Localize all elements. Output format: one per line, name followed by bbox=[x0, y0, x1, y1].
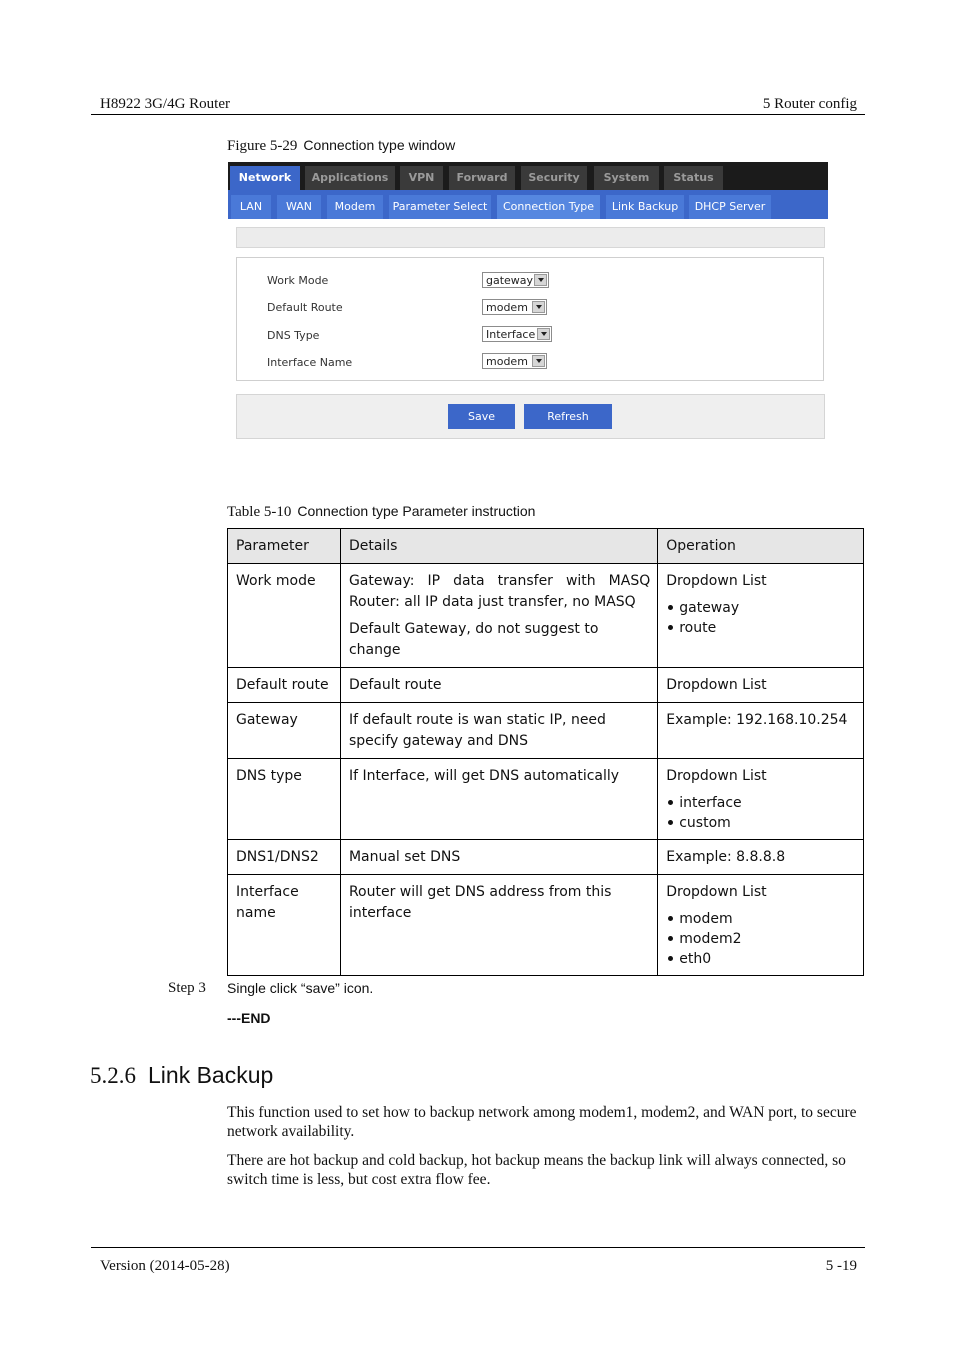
sub-tab-bar bbox=[228, 190, 828, 219]
work-mode-select[interactable] bbox=[482, 272, 549, 288]
footer-version: Version (2014-05-28) bbox=[100, 1258, 230, 1274]
table-label: Table 5-10 bbox=[227, 504, 292, 520]
table-row bbox=[228, 668, 864, 703]
work-mode-value: gateway bbox=[486, 274, 534, 287]
page-number: 5 -19 bbox=[825, 1258, 857, 1274]
default-route-value: modem bbox=[486, 301, 528, 314]
dns-type-label: DNS Type bbox=[267, 329, 320, 342]
operation-cell bbox=[658, 759, 864, 840]
column-header: Parameter bbox=[228, 529, 341, 564]
table-caption bbox=[227, 503, 535, 521]
table-row bbox=[228, 759, 864, 840]
interface-name-label: Interface Name bbox=[267, 356, 353, 369]
dns-type-select[interactable] bbox=[482, 326, 552, 342]
header-doc-title: H8922 3G/4G Router bbox=[100, 96, 230, 112]
operation-text: Dropdown List bbox=[666, 768, 767, 784]
chevron-down-icon bbox=[532, 301, 545, 313]
chevron-down-icon bbox=[537, 328, 550, 340]
parameter-cell: Default route bbox=[228, 668, 341, 703]
tab-network[interactable]: Network bbox=[230, 166, 300, 190]
chevron-down-icon bbox=[534, 274, 547, 286]
details-cell: If default route is wan static IP, need specify gateway and DNS bbox=[340, 703, 657, 759]
dns-type-value: Interface bbox=[486, 328, 536, 341]
table-title: Connection type Parameter instruction bbox=[297, 503, 536, 519]
paragraph: There are hot backup and cold backup, hot backup means the backup link will always connected, so switch time is less, but cost extra flow fee. bbox=[227, 1152, 846, 1188]
option-item: modem bbox=[666, 909, 856, 929]
default-route-label: Default Route bbox=[267, 301, 343, 314]
details-cell bbox=[340, 564, 657, 668]
header-chapter: 5 Router config bbox=[762, 96, 857, 112]
subtab-lan[interactable]: LAN bbox=[231, 195, 271, 219]
operation-cell: Dropdown List bbox=[658, 668, 864, 703]
option-item: eth0 bbox=[666, 949, 856, 969]
main-tab-bar bbox=[228, 162, 828, 190]
operation-cell bbox=[658, 564, 864, 668]
settings-form bbox=[236, 257, 824, 381]
section-number: 5.2.6 bbox=[90, 1063, 136, 1088]
header-strip bbox=[236, 227, 825, 248]
subtab-parameter-select[interactable]: Parameter Select bbox=[389, 195, 491, 219]
subtab-connection-type[interactable]: Connection Type bbox=[497, 195, 600, 219]
tab-forward[interactable]: Forward bbox=[449, 166, 515, 190]
column-header: Operation bbox=[658, 529, 864, 564]
tab-system[interactable]: System bbox=[594, 166, 659, 190]
parameter-cell: DNS type bbox=[228, 759, 341, 840]
table-row bbox=[228, 840, 864, 875]
details-cell: If Interface, will get DNS automatically bbox=[340, 759, 657, 840]
step-text: Single click “save” icon. bbox=[227, 980, 374, 996]
parameter-cell: Gateway bbox=[228, 703, 341, 759]
operation-cell bbox=[658, 875, 864, 976]
figure-caption bbox=[227, 137, 455, 155]
details-cell: Manual set DNS bbox=[340, 840, 657, 875]
header-divider bbox=[91, 114, 865, 115]
table-row bbox=[228, 875, 864, 976]
default-route-select[interactable] bbox=[482, 299, 547, 315]
parameter-cell: DNS1/DNS2 bbox=[228, 840, 341, 875]
interface-name-value: modem bbox=[486, 355, 528, 368]
column-header: Details bbox=[340, 529, 657, 564]
operation-text: Dropdown List bbox=[666, 573, 767, 589]
tab-applications[interactable]: Applications bbox=[305, 166, 395, 190]
details-line: Gateway: IP data transfer with MASQ Router: all IP data just transfer, no MASQ bbox=[348, 573, 651, 610]
subtab-wan[interactable]: WAN bbox=[277, 195, 321, 219]
chevron-down-icon bbox=[532, 355, 545, 367]
end-marker: ---END bbox=[227, 1010, 271, 1026]
tab-vpn[interactable]: VPN bbox=[400, 166, 443, 190]
section-heading bbox=[90, 1062, 273, 1089]
operation-text: Dropdown List bbox=[666, 884, 767, 900]
operation-cell: Example: 8.8.8.8 bbox=[658, 840, 864, 875]
subtab-dhcp-server[interactable]: DHCP Server bbox=[689, 195, 771, 219]
work-mode-label: Work Mode bbox=[267, 274, 329, 287]
details-cell: Default route bbox=[340, 668, 657, 703]
refresh-button[interactable]: Refresh bbox=[524, 404, 612, 429]
subtab-link-backup[interactable]: Link Backup bbox=[606, 195, 684, 219]
step-label: Step 3 bbox=[168, 980, 206, 996]
operation-cell: Example: 192.168.10.254 bbox=[658, 703, 864, 759]
parameter-cell: Interface name bbox=[228, 875, 341, 976]
details-line: Default Gateway, do not suggest to change bbox=[348, 621, 599, 658]
tab-security[interactable]: Security bbox=[521, 166, 587, 190]
option-item: interface bbox=[666, 793, 856, 813]
section-title: Link Backup bbox=[148, 1062, 274, 1088]
paragraph: This function used to set how to backup network among modem1, modem2, and WAN port, to secure network availability. bbox=[227, 1104, 857, 1140]
footer-divider bbox=[91, 1247, 865, 1248]
option-item: route bbox=[666, 618, 856, 638]
option-item: modem2 bbox=[666, 929, 856, 949]
interface-name-select[interactable] bbox=[482, 353, 547, 369]
table-header-row bbox=[228, 529, 864, 564]
table-row bbox=[228, 703, 864, 759]
option-item: gateway bbox=[666, 598, 856, 618]
parameter-table bbox=[227, 528, 864, 976]
option-item: custom bbox=[666, 813, 856, 833]
details-cell: Router will get DNS address from this interface bbox=[340, 875, 657, 976]
tab-status[interactable]: Status bbox=[664, 166, 723, 190]
save-button[interactable]: Save bbox=[448, 404, 515, 429]
router-screenshot bbox=[228, 162, 828, 446]
parameter-cell: Work mode bbox=[228, 564, 341, 668]
figure-label: Figure 5-29 bbox=[227, 138, 298, 154]
table-row bbox=[228, 564, 864, 668]
subtab-modem[interactable]: Modem bbox=[327, 195, 383, 219]
figure-title: Connection type window bbox=[303, 137, 456, 153]
